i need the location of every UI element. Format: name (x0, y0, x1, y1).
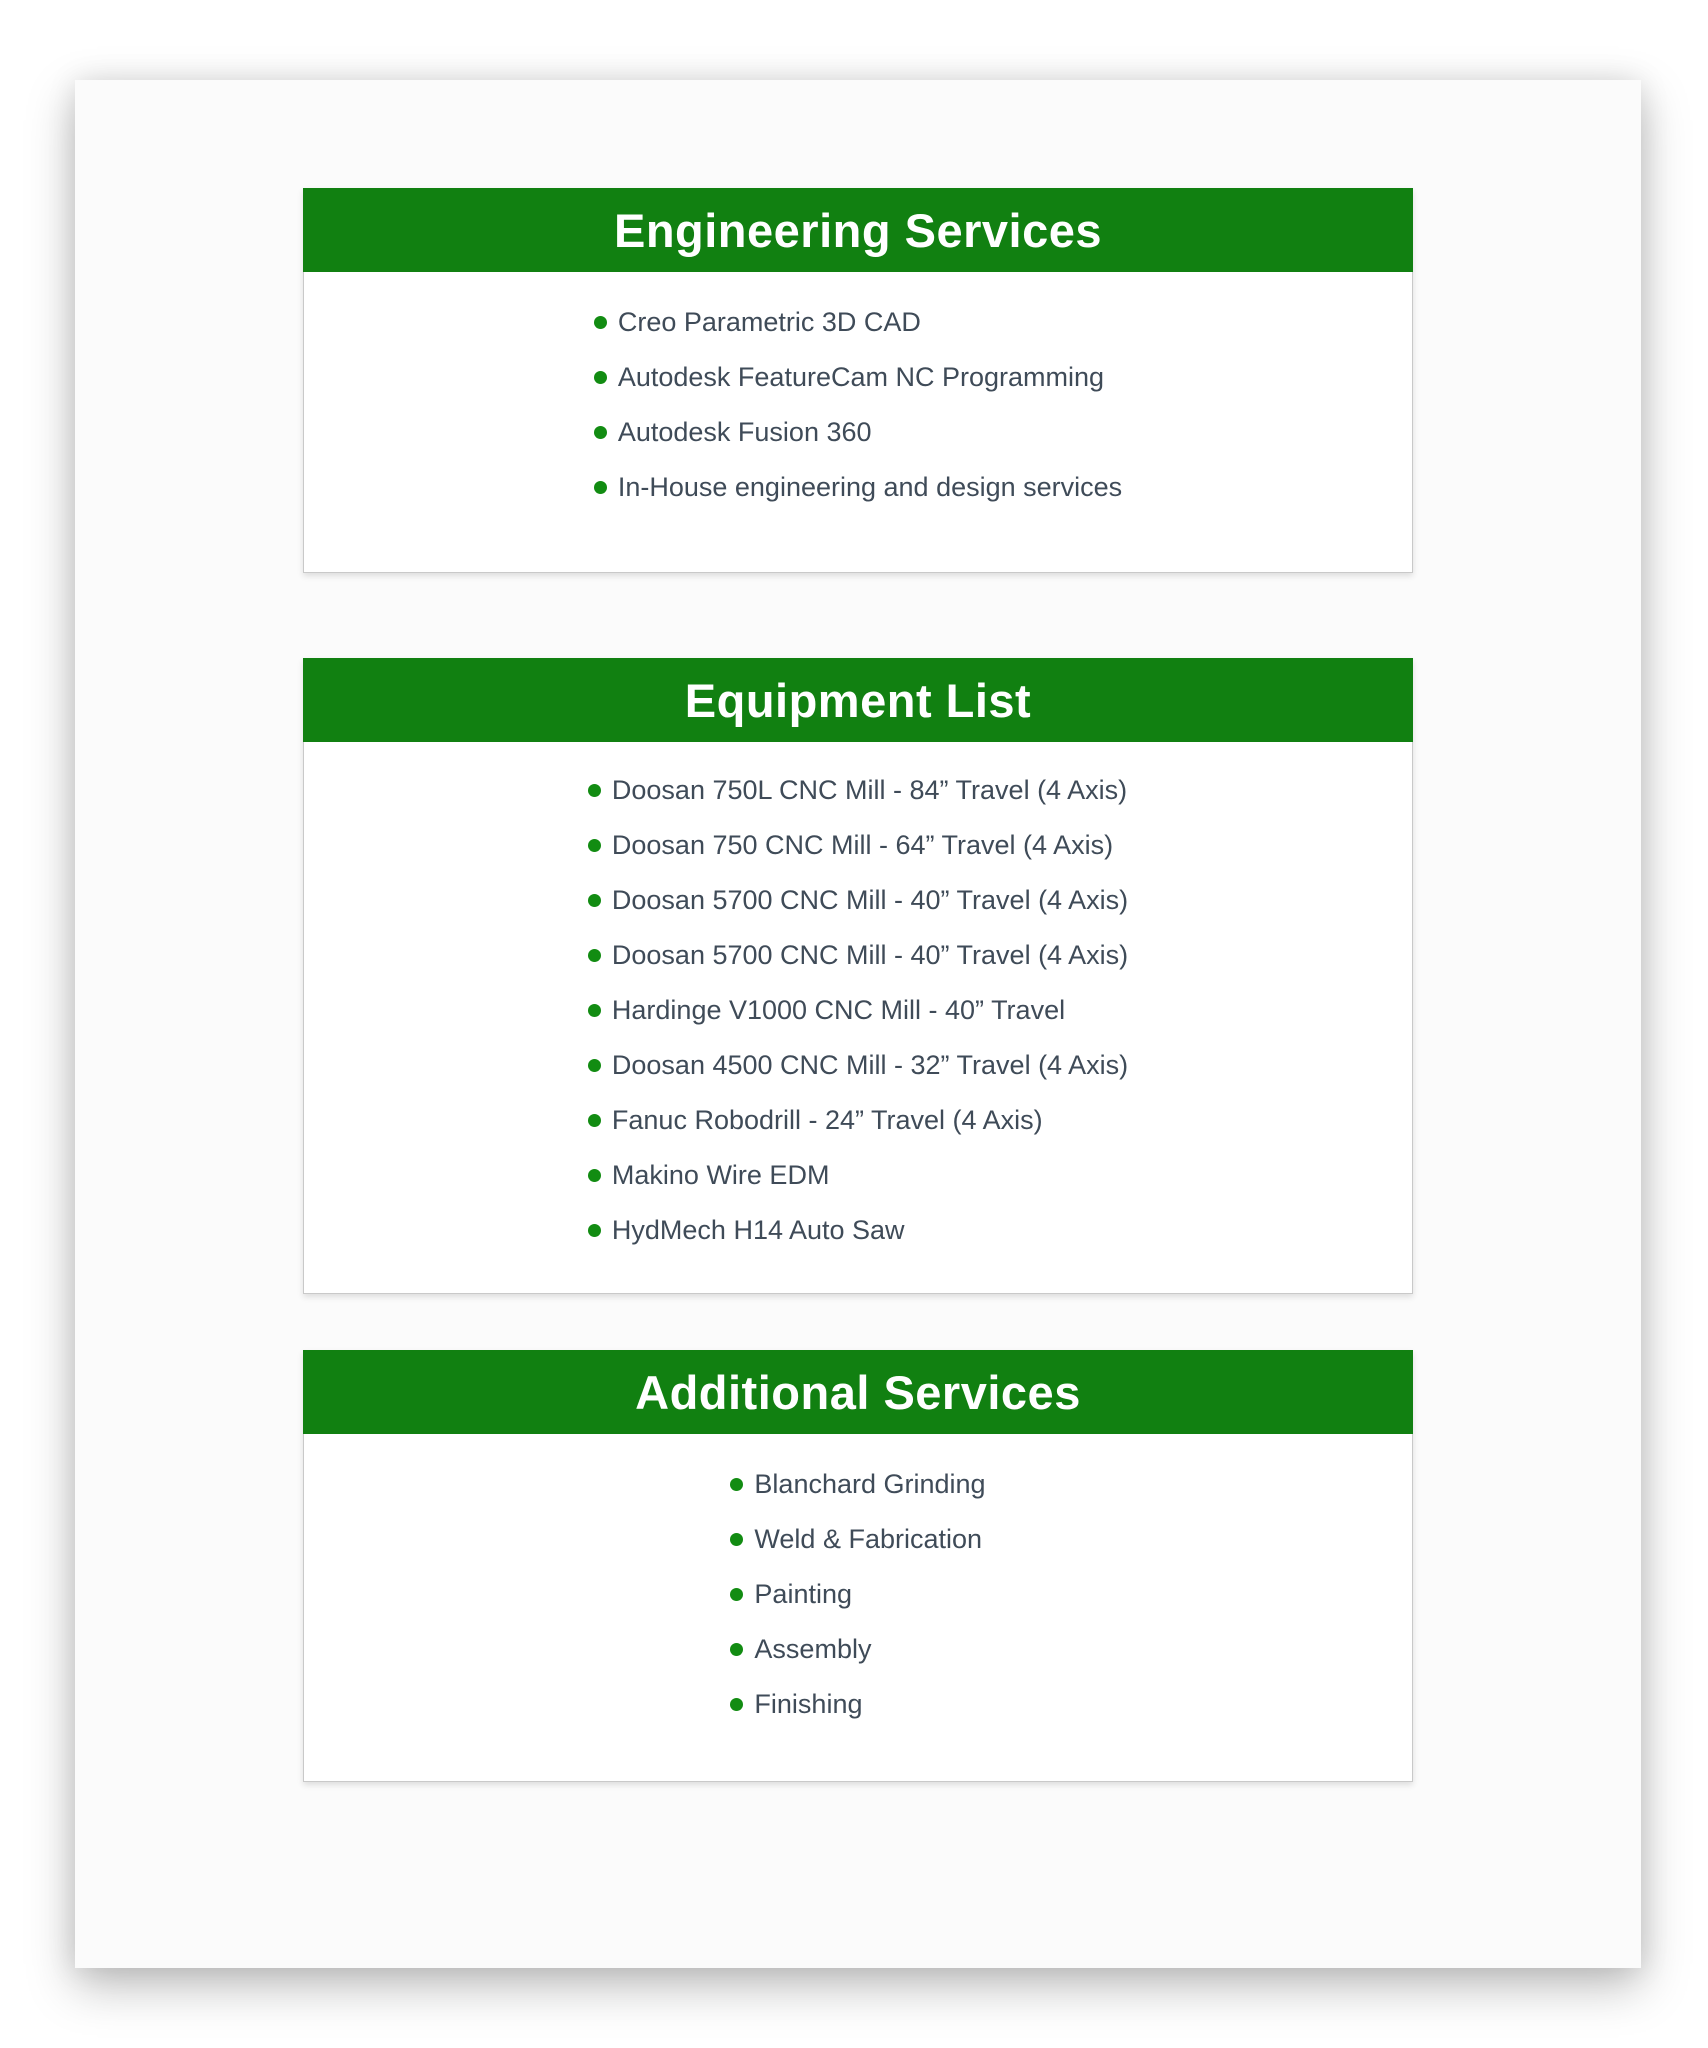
page (75, 80, 1641, 1968)
list-item-label: Assembly (754, 1633, 872, 1664)
bullet-icon (730, 1588, 743, 1601)
section-list (588, 742, 1128, 1293)
list-item (730, 1690, 985, 1718)
list-item (588, 1161, 1128, 1189)
section-header (303, 188, 1413, 272)
bullet-icon (594, 371, 607, 384)
section-card (303, 1350, 1413, 1782)
list-item (594, 363, 1122, 391)
list-item-label: Autodesk FeatureCam NC Programming (617, 361, 1105, 392)
list-item (730, 1635, 985, 1663)
bullet-icon (730, 1643, 743, 1656)
bullet-icon (588, 949, 601, 962)
section-title: Engineering Services (613, 203, 1103, 257)
list-item-label: Doosan 750L CNC Mill - 84” Travel (4 Axis) (611, 774, 1128, 805)
list-item (730, 1470, 985, 1498)
list-item (588, 1216, 1128, 1244)
bullet-icon (730, 1533, 743, 1546)
bullet-icon (588, 1169, 601, 1182)
list-item (730, 1580, 985, 1608)
list-item-label: Autodesk Fusion 360 (617, 416, 872, 447)
list-item-label: Blanchard Grinding (754, 1468, 986, 1499)
bullet-icon (588, 1114, 601, 1127)
bullet-icon (588, 1004, 601, 1017)
list-item (588, 1106, 1128, 1134)
list-item-label: Doosan 750 CNC Mill - 64” Travel (4 Axis) (611, 829, 1114, 860)
bullet-icon (588, 839, 601, 852)
list-item-label: Doosan 4500 CNC Mill - 32” Travel (4 Axis) (611, 1049, 1129, 1080)
bullet-icon (730, 1478, 743, 1491)
list-item (594, 473, 1122, 501)
list-item (730, 1525, 985, 1553)
list-item-label: Painting (754, 1578, 852, 1609)
list-item (588, 886, 1128, 914)
list-item-label: Finishing (754, 1688, 863, 1719)
section-header (303, 658, 1413, 742)
list-item (588, 941, 1128, 969)
list-item-label: Makino Wire EDM (611, 1159, 830, 1190)
list-item-label: Doosan 5700 CNC Mill - 40” Travel (4 Axis) (611, 884, 1129, 915)
section-card (303, 188, 1413, 573)
section-list (730, 1434, 985, 1781)
bullet-icon (588, 894, 601, 907)
list-item-label: HydMech H14 Auto Saw (611, 1214, 905, 1245)
bullet-icon (588, 1224, 601, 1237)
list-item (588, 996, 1128, 1024)
list-item-label: Weld & Fabrication (754, 1523, 983, 1554)
section-title: Equipment List (684, 673, 1032, 727)
list-item-label: Fanuc Robodrill - 24” Travel (4 Axis) (611, 1104, 1043, 1135)
list-item (588, 831, 1128, 859)
bullet-icon (594, 481, 607, 494)
list-item-label: Doosan 5700 CNC Mill - 40” Travel (4 Axis) (611, 939, 1129, 970)
list-item-label: In-House engineering and design services (617, 471, 1123, 502)
section-title: Additional Services (635, 1365, 1081, 1419)
list-item (594, 418, 1122, 446)
bullet-icon (588, 784, 601, 797)
bullet-icon (594, 426, 607, 439)
section-header (303, 1350, 1413, 1434)
bullet-icon (588, 1059, 601, 1072)
list-item-label: Hardinge V1000 CNC Mill - 40” Travel (611, 994, 1066, 1025)
bullet-icon (730, 1698, 743, 1711)
list-item (594, 308, 1122, 336)
list-item-label: Creo Parametric 3D CAD (617, 306, 921, 337)
section-list (594, 272, 1122, 572)
section-card (303, 658, 1413, 1294)
list-item (588, 776, 1128, 804)
list-item (588, 1051, 1128, 1079)
bullet-icon (594, 316, 607, 329)
